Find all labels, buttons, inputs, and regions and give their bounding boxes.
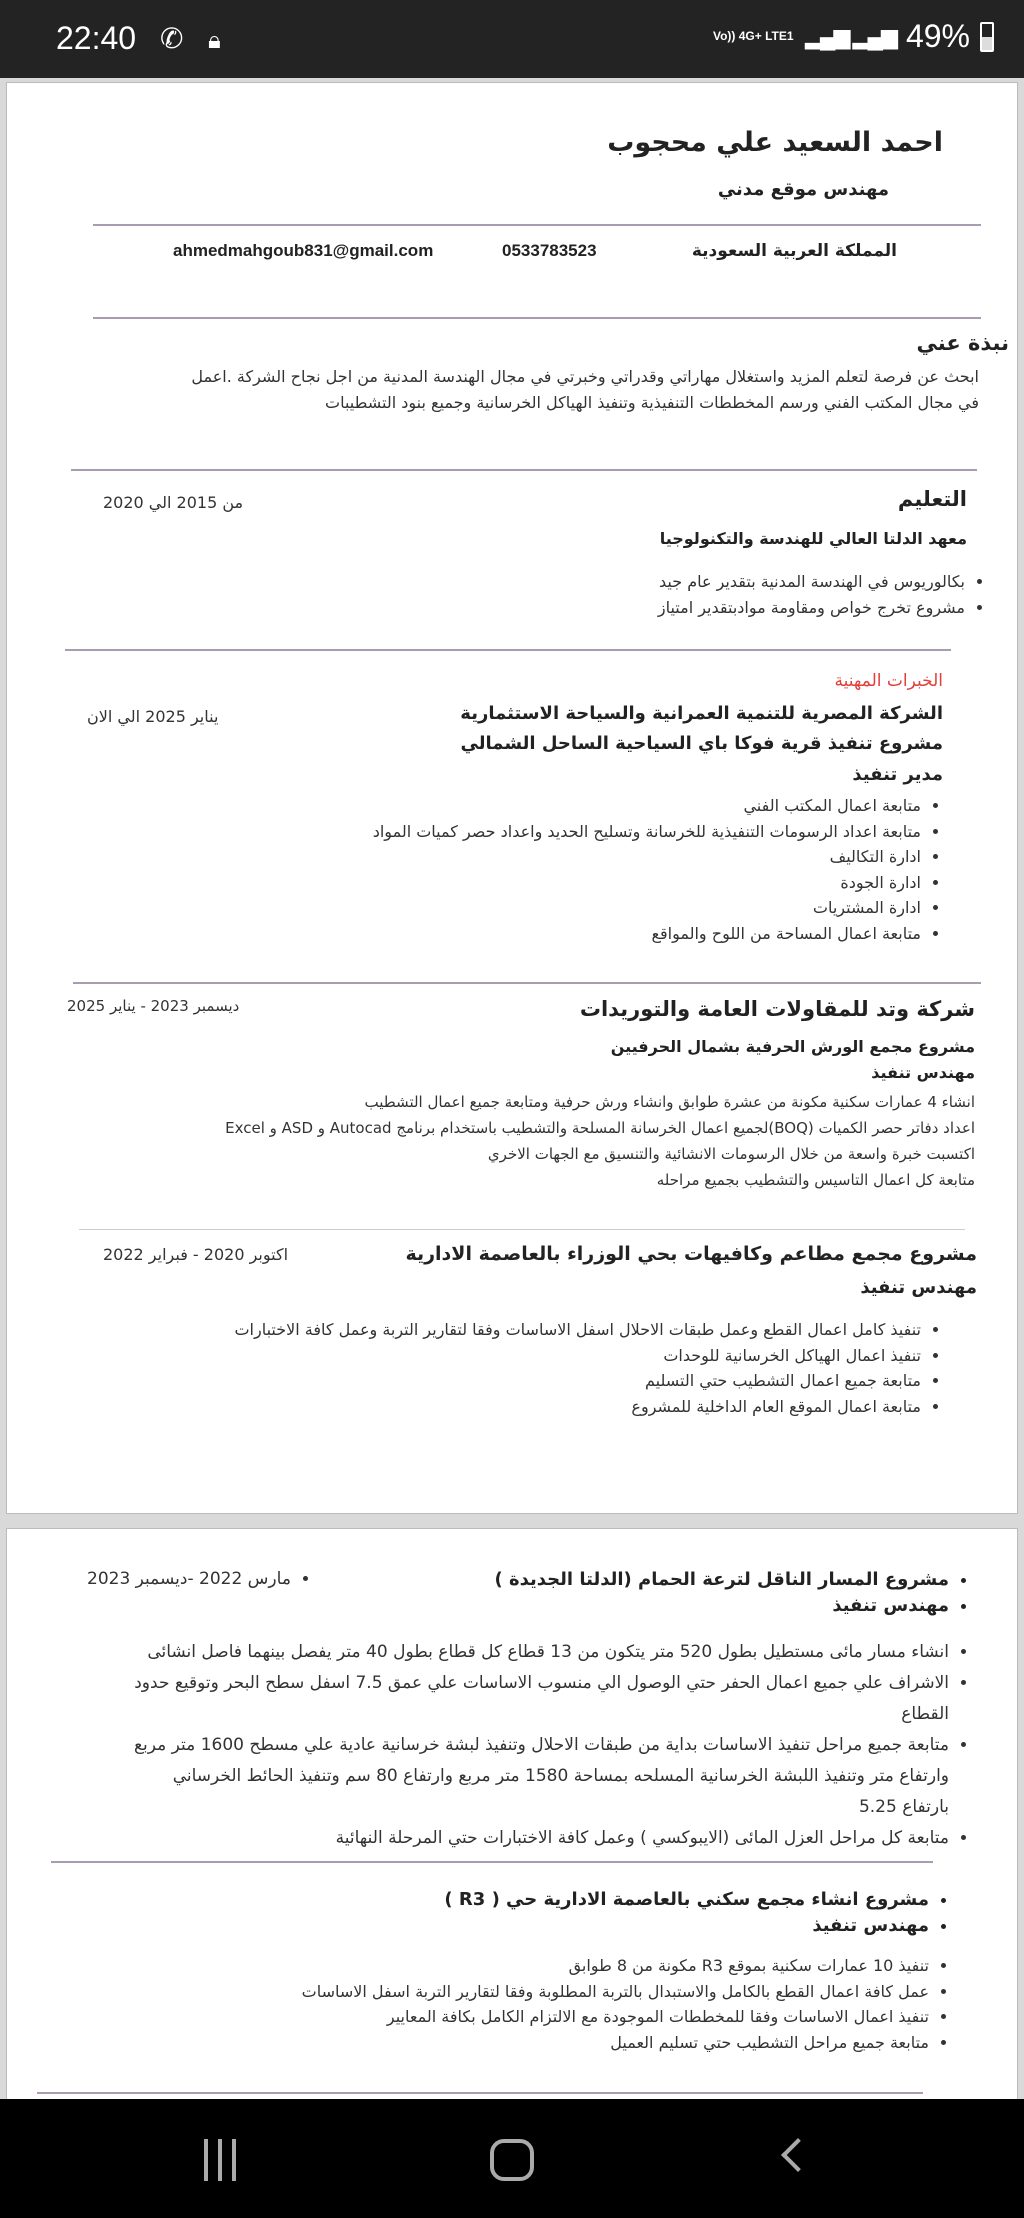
job-date: • مارس 2022 -ديسمبر 2023 bbox=[87, 1567, 291, 1593]
job-role: مهندس تنفيذ bbox=[860, 1277, 977, 1298]
full-name: احمد السعيد علي محجوب bbox=[607, 127, 943, 158]
job-date: ديسمبر 2023 - يناير 2025 bbox=[67, 997, 240, 1015]
list-item: • متابعة جميع مراحل التشطيب حتي تسليم العميل bbox=[302, 2030, 929, 2056]
list-item: • متابعة اعداد الرسومات التنفيذية للخرسانة وتسليح الحديد واعداد حصر كميات المواد bbox=[373, 819, 921, 845]
job-duties bbox=[302, 1953, 951, 2055]
divider bbox=[73, 982, 981, 984]
job-duties bbox=[131, 1637, 971, 1854]
job-role: مهندس تنفيذ bbox=[871, 1063, 975, 1082]
status-bar bbox=[0, 0, 1024, 78]
job-role: مدير تنفيذ bbox=[852, 764, 943, 785]
list-item: • متابعة اعمال الموقع العام الداخلية للمشروع bbox=[234, 1394, 921, 1420]
project-name: • مشروع انشاء مجمع سكني بالعاصمة الادارية حي ( R3 ) bbox=[444, 1887, 929, 1913]
list-item: • متابعة كل مراحل العزل المائى (الايبوكسي ) وعمل كافة الاختبارات حتي المرحلة النهائية bbox=[131, 1823, 949, 1854]
list-item: • متابعة اعمال المساحة من اللوح والمواقع bbox=[373, 921, 921, 947]
project-header bbox=[495, 1567, 972, 1618]
home-button[interactable] bbox=[490, 2139, 534, 2181]
back-button[interactable] bbox=[781, 2138, 815, 2172]
signal-icon: ▂▄▆ ▂▄▆ bbox=[804, 23, 896, 49]
divider bbox=[93, 224, 981, 226]
company-name: شركة وتد للمقاولات العامة والتوريدات bbox=[579, 997, 975, 1021]
duty-line: اعداد دفاتر حصر الكميات (BOQ)لجميع اعمال الخرسانة المسلحة والتشطيب باستخدام برنامج Autocad و ASD و Excel bbox=[225, 1119, 975, 1137]
list-item: • الاشراف علي جميع اعمال الحفر حتي الوصول الي منسوب الاساسات علي عمق 7.5 اسفل سطح البحر وتوقيع حدود القطاع bbox=[131, 1668, 949, 1730]
duty-line: اكتسبت خبرة واسعة من خلال الرسومات الانشائية والتنسيق مع الجهات الاخري bbox=[487, 1145, 975, 1163]
institute: معهد الدلتا العالي للهندسة والتكنولوجيا bbox=[659, 529, 967, 548]
battery-level: 49% bbox=[905, 18, 970, 54]
company-name: الشركة المصرية للتنمية العمرانية والسياحة الاستثمارية bbox=[460, 703, 943, 724]
about-line: ابحث عن فرصة لتعلم المزيد واستغلال مهاراتي وقدراتي وخبرتي في مجال الهندسة المدنية من اجل نجاح الشركة .اعمل bbox=[191, 367, 979, 386]
job-role: • مهندس تنفيذ bbox=[495, 1593, 950, 1619]
country: المملكة العربية السعودية bbox=[691, 241, 897, 261]
job-duties bbox=[373, 793, 943, 946]
education-heading: التعليم bbox=[897, 487, 967, 511]
divider bbox=[51, 1861, 933, 1863]
about-line: في مجال المكتب الفني ورسم المخططات التنفيذية وتنفيذ الهياكل الخرسانية وجميع بنود التشطيبات bbox=[325, 393, 979, 412]
list-item: • تنفيذ اعمال الاساسات وفقا للمخططات الموجودة مع الالتزام الكامل بكافة المعايير bbox=[302, 2004, 929, 2030]
divider bbox=[37, 2092, 923, 2094]
project-name: مشروع مجمع مطاعم وكافيهات بحي الوزراء بالعاصمة الادارية bbox=[405, 1243, 977, 1265]
list-item: • تنفيذ اعمال الهياكل الخرسانية للوحدات bbox=[234, 1343, 921, 1369]
list-item: • مشروع تخرج خواص ومقاومة موادبتقدير امتياز bbox=[658, 595, 965, 621]
navigation-bar bbox=[0, 2099, 1024, 2218]
network-indicator: Vo)) 4G+ LTE1 bbox=[712, 29, 794, 43]
job-duties bbox=[225, 1089, 975, 1193]
whatsapp-icon: ✆ bbox=[160, 22, 184, 55]
list-item: • عمل كافة اعمال القطع بالكامل والاستبدال بالتربة المطلوبة وفقا لتقارير التربة اسفل الاساسات bbox=[302, 1979, 929, 2005]
divider bbox=[65, 649, 951, 651]
list-item: • تنفيذ كامل اعمال القطع وعمل طبقات الاحلال اسفل الاساسات وفقا لتقارير التربة وعمل كافة الاختبارات bbox=[234, 1317, 921, 1343]
divider bbox=[93, 317, 981, 319]
job-date: يناير 2025 الي الان bbox=[87, 707, 219, 726]
job-duties bbox=[234, 1317, 943, 1419]
email-link[interactable]: ahmedmahgoub831@gmail.com bbox=[173, 241, 434, 260]
list-item: • ادارة المشتريات bbox=[373, 895, 921, 921]
project-name: مشروع مجمع الورش الحرفية بشمال الحرفيين bbox=[610, 1037, 975, 1056]
project-name: مشروع تنفيذ قرية فوكا باي السياحية الساحل الشمالي bbox=[460, 733, 943, 754]
education-list bbox=[658, 569, 987, 620]
project-header bbox=[444, 1887, 951, 1938]
education-date: من 2015 الي 2020 bbox=[103, 493, 244, 512]
job-date-list bbox=[87, 1567, 313, 1593]
lock-icon: 🔒︎ bbox=[208, 26, 221, 54]
duty-line: انشاء 4 عمارات سكنية مكونة من عشرة طوابق وانشاء ورش حرفية ومتابعة جميع اعمال التشطيب bbox=[364, 1093, 975, 1111]
list-item: • متابعة اعمال المكتب الفني bbox=[373, 793, 921, 819]
experience-heading: الخبرات المهنية bbox=[834, 671, 943, 691]
list-item: • انشاء مسار مائى مستطيل بطول 520 متر يتكون من 13 قطاع كل قطاع بطول 40 متر يفصل بينهما فاصل انشائى bbox=[131, 1637, 949, 1668]
list-item: • بكالوريوس في الهندسة المدنية بتقدير عام جيد bbox=[658, 569, 965, 595]
job-date: اكتوبر 2020 - فبراير 2022 bbox=[103, 1245, 289, 1264]
divider bbox=[79, 1229, 965, 1230]
divider bbox=[71, 469, 977, 471]
list-item: • ادارة التكاليف bbox=[373, 844, 921, 870]
battery-icon bbox=[980, 22, 994, 52]
duty-line: متابعة كل اعمال التاسيس والتشطيب بجميع مراحله bbox=[656, 1171, 975, 1189]
resume-page-1 bbox=[6, 82, 1018, 1514]
project-name: • مشروع المسار الناقل لترعة الحمام (الدلتا الجديدة ) bbox=[495, 1567, 950, 1593]
recent-apps-button[interactable] bbox=[204, 2139, 244, 2181]
resume-page-2 bbox=[6, 1528, 1018, 2128]
job-title: مهندس موقع مدني bbox=[717, 179, 889, 200]
list-item: • تنفيذ 10 عمارات سكنية بموقع R3 مكونة من 8 طوابق bbox=[302, 1953, 929, 1979]
phone[interactable]: 0533783523 bbox=[502, 241, 597, 260]
list-item: • متابعة جميع اعمال التشطيب حتي التسليم bbox=[234, 1368, 921, 1394]
job-role: • مهندس تنفيذ bbox=[444, 1913, 929, 1939]
list-item: • متابعة جميع مراحل تنفيذ الاساسات بداية من طبقات الاحلال وتنفيذ لبشة خرسانية عادية علي مسطح 1600 متر مربع وارتفاع متر وتنفيذ اللبشة الخرسانية المسلحه بمساحة 1580 متر مربع وارتفاع 80 سم وتنفيذ الحائط الخرساني بارتفاع 5.25 bbox=[131, 1730, 949, 1823]
list-item: • ادارة الجودة bbox=[373, 870, 921, 896]
clock: 22:40 bbox=[56, 20, 137, 56]
about-heading: نبذة عني bbox=[916, 331, 1009, 355]
